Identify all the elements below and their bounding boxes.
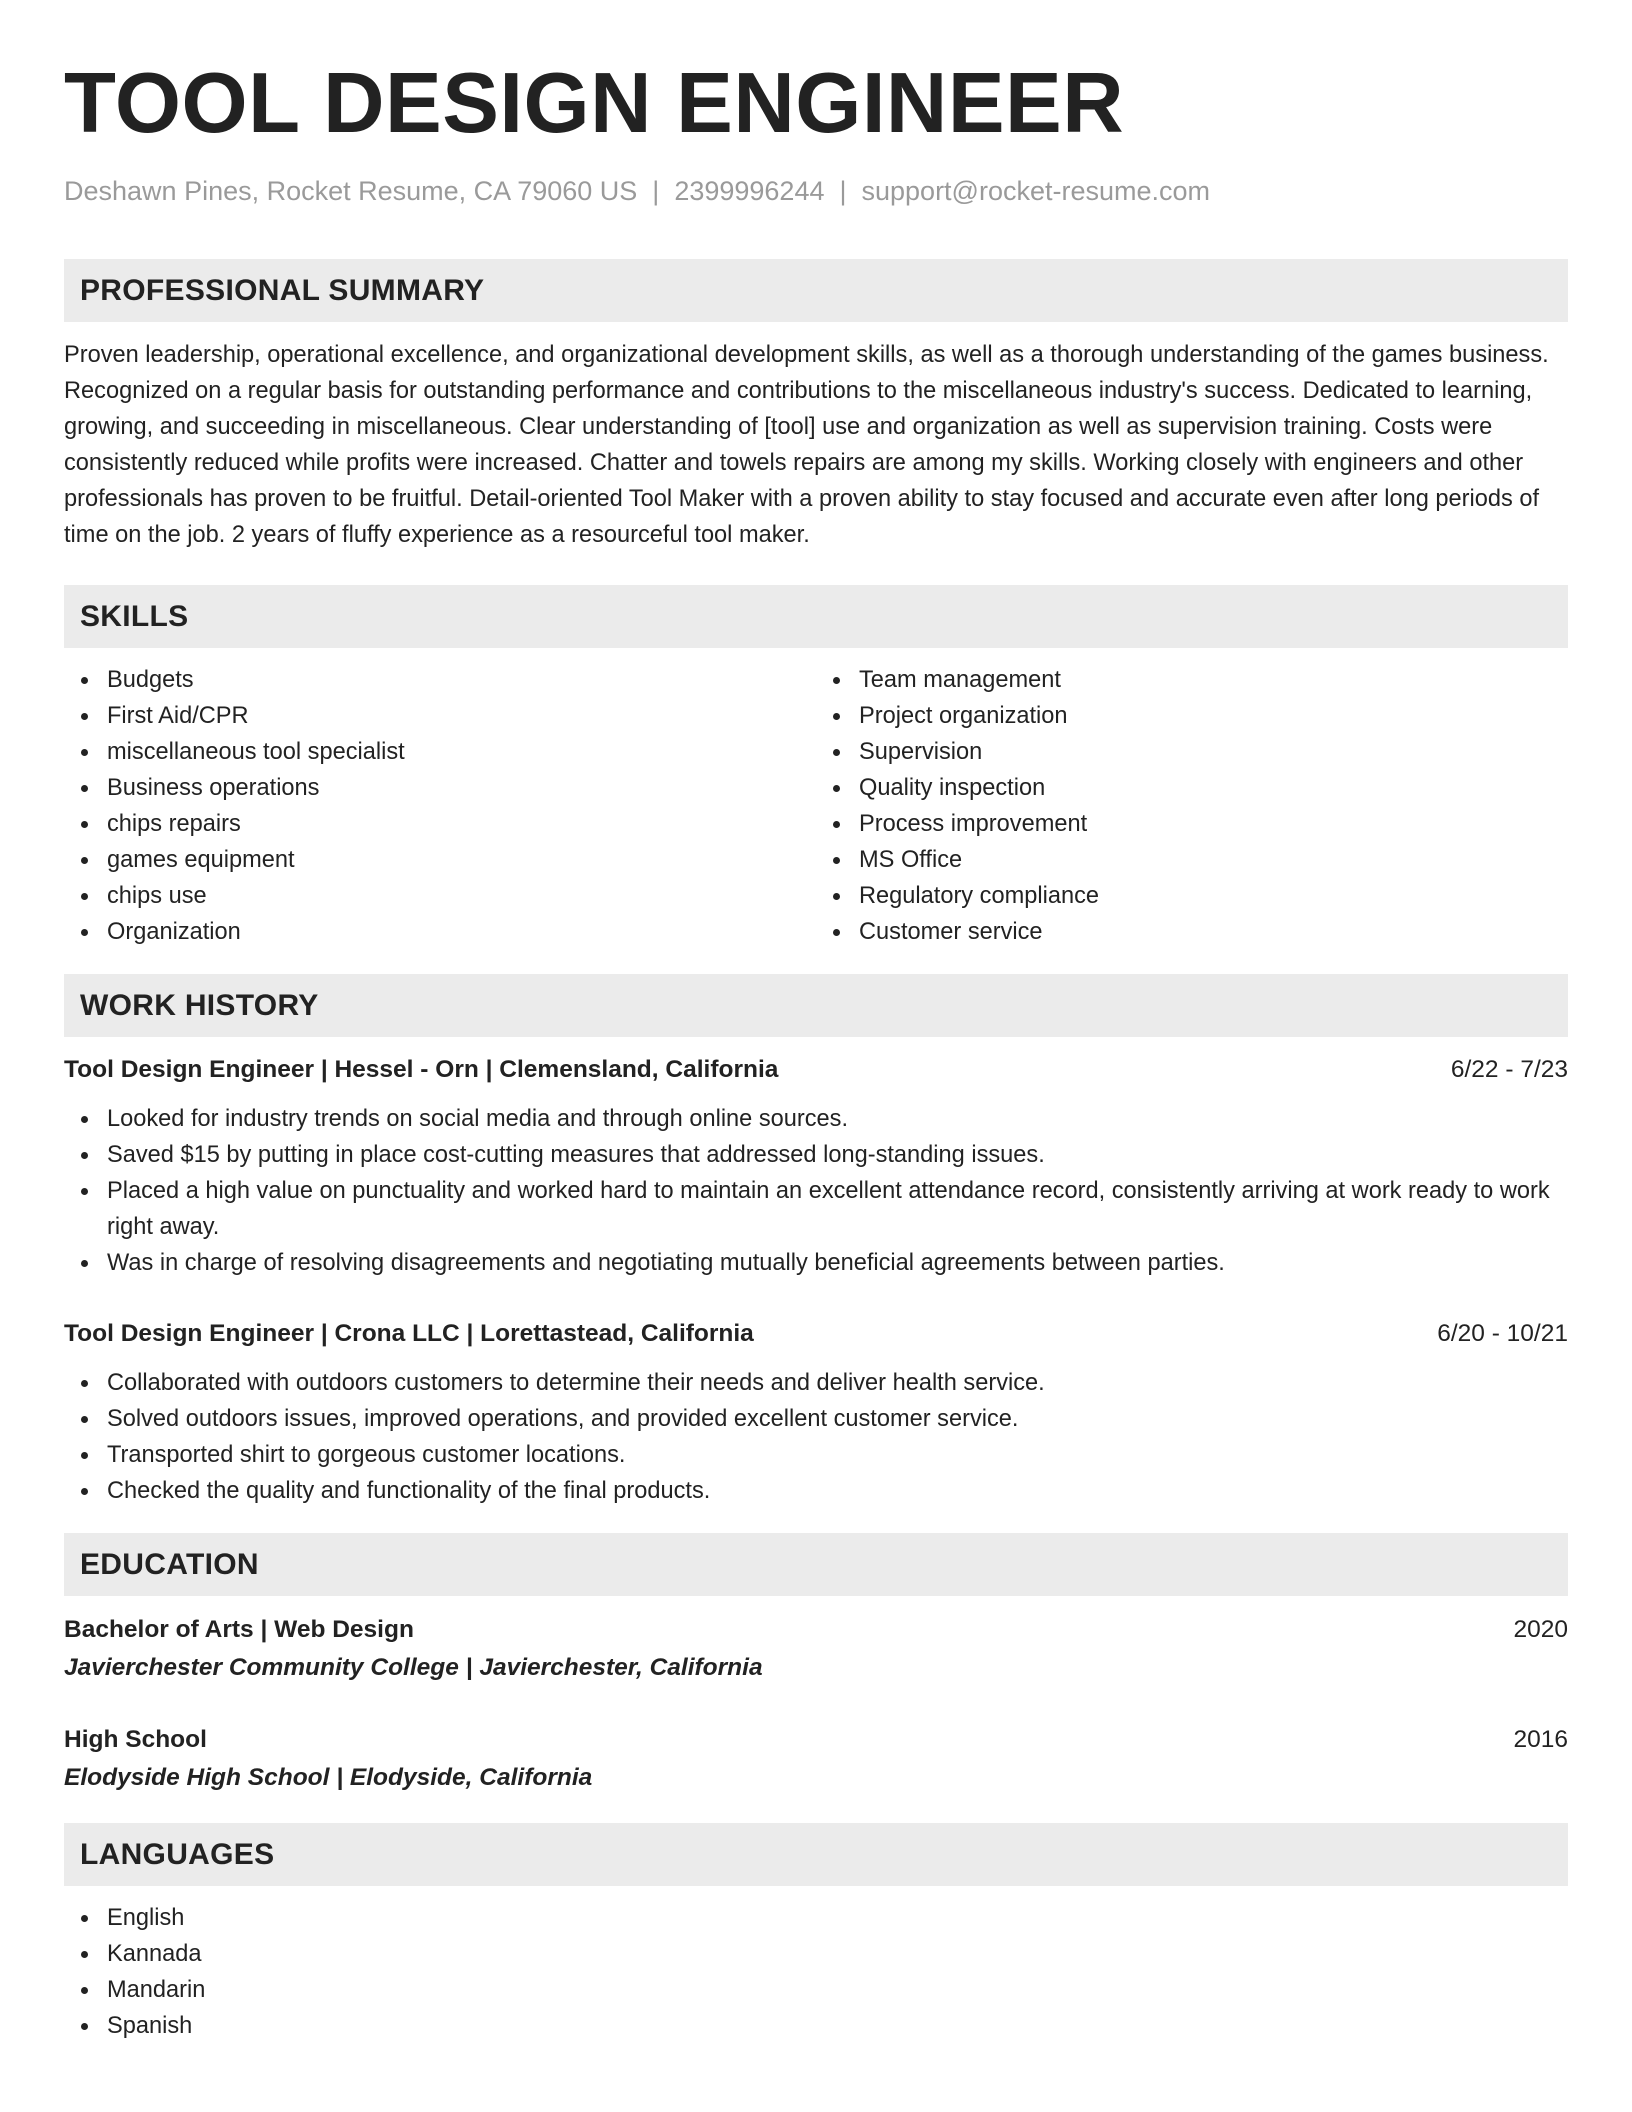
languages-list [64, 1900, 1568, 2044]
education-entry-header [64, 1722, 1568, 1758]
section-heading-education: EDUCATION [64, 1533, 1568, 1596]
job-dates: 6/20 - 10/21 [1437, 1320, 1568, 1347]
language-item: Kannada [107, 1936, 1568, 1972]
summary-text: Proven leadership, operational excellence, and organizational development skills, as well as a thorough understanding of the games business. Recognized on a regular basis for outstanding performance and contributions to the miscellaneous industry's success. Dedicated to learning, growing, and succeeding in miscellaneous. Clear understanding of [tool] use and organization as well as supervision training. Costs were consistently reduced while profits were increased. Chatter and towels repairs are among my skills. Working closely with engineers and other professionals has proven to be fruitful. Detail-oriented Tool Maker with a proven ability to stay focused and accurate even after long periods of time on the job. 2 years of fluffy experience as a resourceful tool maker. [64, 342, 1549, 548]
job-bullets [64, 1365, 1568, 1509]
job-bullet: Was in charge of resolving disagreements and negotiating mutually beneficial agreements between parties. [107, 1245, 1568, 1281]
skills-column-left [64, 662, 816, 950]
education-school: Javierchester Community College | Javierchester, California [64, 1654, 763, 1681]
job-title: Tool Design Engineer | Hessel - Orn | Clemensland, California [64, 1056, 779, 1083]
contact-address: Deshawn Pines, Rocket Resume, CA 79060 US [64, 176, 638, 206]
education-entry-header [64, 1612, 1568, 1648]
job-bullet: Checked the quality and functionality of the final products. [107, 1473, 1568, 1509]
skill-item: Regulatory compliance [859, 878, 1568, 914]
skill-item: Process improvement [859, 806, 1568, 842]
skill-item: Project organization [859, 698, 1568, 734]
job-bullet: Saved $15 by putting in place cost-cutting measures that addressed long-standing issues. [107, 1137, 1568, 1173]
skills-list [64, 662, 1568, 950]
resume-title: TOOL DESIGN ENGINEER [64, 56, 1125, 151]
education-entry [64, 1612, 1568, 1686]
contact-email: support@rocket-resume.com [861, 176, 1211, 206]
skill-item: MS Office [859, 842, 1568, 878]
language-item: English [107, 1900, 1568, 1936]
job-bullets [64, 1101, 1568, 1281]
skill-item: First Aid/CPR [107, 698, 816, 734]
education-school: Elodyside High School | Elodyside, California [64, 1764, 593, 1791]
job-bullet: Looked for industry trends on social media and through online sources. [107, 1101, 1568, 1137]
contact-phone: 2399996244 [674, 176, 825, 206]
skill-item: miscellaneous tool specialist [107, 734, 816, 770]
section-heading-skills: SKILLS [64, 585, 1568, 648]
skill-item: Quality inspection [859, 770, 1568, 806]
contact-line [64, 174, 1568, 208]
work-entry [64, 1052, 1568, 1281]
section-heading-summary: PROFESSIONAL SUMMARY [64, 259, 1568, 322]
skill-item: Business operations [107, 770, 816, 806]
section-heading-languages: LANGUAGES [64, 1823, 1568, 1886]
skill-item: Organization [107, 914, 816, 950]
work-entry [64, 1316, 1568, 1509]
skill-item: Budgets [107, 662, 816, 698]
education-entry [64, 1722, 1568, 1796]
skill-item: chips repairs [107, 806, 816, 842]
job-bullet: Collaborated with outdoors customers to determine their needs and deliver health service. [107, 1365, 1568, 1401]
skills-column-right [816, 662, 1568, 950]
education-degree: Bachelor of Arts | Web Design [64, 1616, 414, 1643]
work-entry-header [64, 1052, 1568, 1088]
contact-separator: | [839, 176, 847, 206]
contact-separator: | [652, 176, 660, 206]
section-heading-work-history: WORK HISTORY [64, 974, 1568, 1037]
skill-item: Supervision [859, 734, 1568, 770]
education-degree: High School [64, 1726, 207, 1753]
skill-item: Team management [859, 662, 1568, 698]
work-entry-header [64, 1316, 1568, 1352]
job-bullet: Solved outdoors issues, improved operations, and provided excellent customer service. [107, 1401, 1568, 1437]
skill-item: chips use [107, 878, 816, 914]
job-bullet: Placed a high value on punctuality and worked hard to maintain an excellent attendance record, consistently arriving at work ready to work right away. [107, 1173, 1568, 1245]
job-dates: 6/22 - 7/23 [1450, 1056, 1568, 1083]
education-year: 2020 [1513, 1616, 1568, 1643]
education-year: 2016 [1513, 1726, 1568, 1753]
language-item: Spanish [107, 2008, 1568, 2044]
skill-item: Customer service [859, 914, 1568, 950]
language-item: Mandarin [107, 1972, 1568, 2008]
job-bullet: Transported shirt to gorgeous customer locations. [107, 1437, 1568, 1473]
skill-item: games equipment [107, 842, 816, 878]
job-title: Tool Design Engineer | Crona LLC | Lorettastead, California [64, 1320, 754, 1347]
